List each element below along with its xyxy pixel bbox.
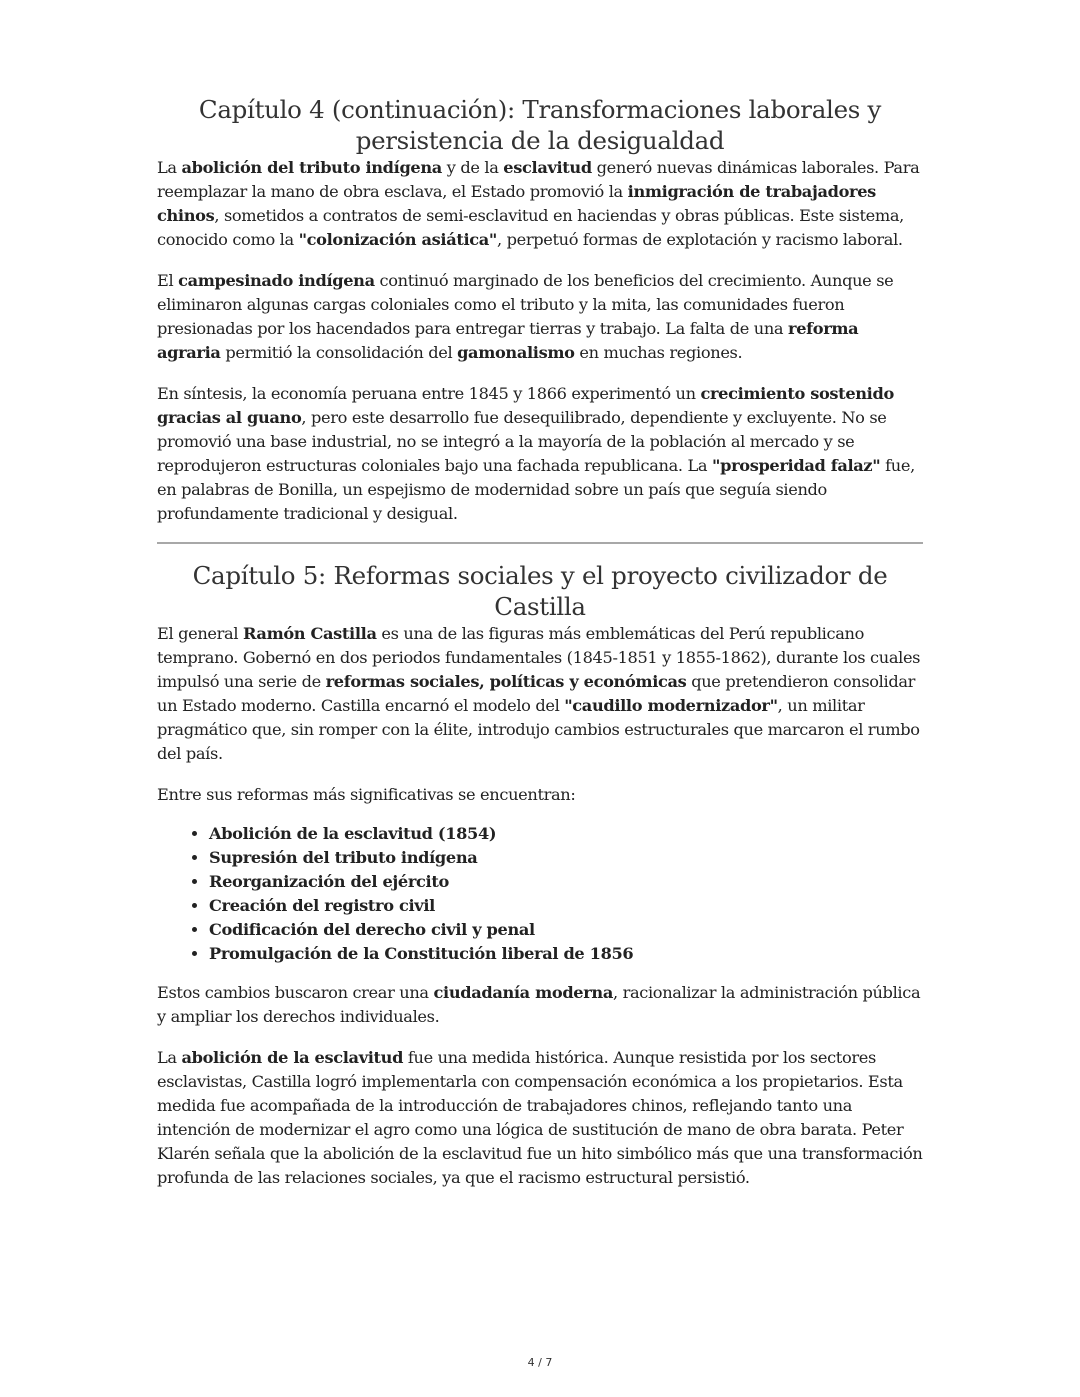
chapter-5-title <box>157 560 923 622</box>
text: El general <box>157 624 243 643</box>
chapter-4-paragraph-1 <box>157 156 923 252</box>
list-item: • Creación del registro civil <box>209 894 923 918</box>
chapter-5-paragraph-2: Entre sus reformas más significativas se encuentran: <box>157 785 576 804</box>
text: , pero este desarrollo fue desequilibrado, dependiente y excluyente. No se promovió una base industrial, no se integró a la mayoría de la población al mercado y se reprodujeron estructuras coloniales bajo una fachada republicana. La <box>157 408 887 475</box>
chapter-5-paragraph-4 <box>157 1046 923 1190</box>
list-item: • Abolición de la esclavitud (1854) <box>209 822 923 846</box>
reforms-list <box>157 822 923 966</box>
chapter-4-paragraph-2 <box>157 269 923 365</box>
text: La <box>157 1048 182 1067</box>
document-page <box>157 94 923 1190</box>
bold-text: reforma agraria <box>157 319 859 362</box>
text: , perpetuó formas de explotación y racismo laboral. <box>497 230 903 249</box>
chapter-4-title <box>157 94 923 156</box>
text: que pretendieron consolidar un Estado moderno. Castilla encarnó el modelo del <box>157 672 916 715</box>
list-item: • Promulgación de la Constitución liberal de 1856 <box>209 942 923 966</box>
bold-text: reformas sociales, políticas y económicas <box>325 672 687 691</box>
text: , un militar pragmático que, sin romper con la élite, introdujo cambios estructurales que marcaron el rumbo del país. <box>157 696 920 763</box>
text: en muchas regiones. <box>574 343 743 362</box>
section-divider <box>157 542 923 544</box>
text: El <box>157 271 179 290</box>
chapter-5-paragraph-3 <box>157 981 923 1029</box>
text: continuó marginado de los beneficios del crecimiento. Aunque se eliminaron algunas cargas coloniales como el tributo y la mita, las comunidades fueron presionadas por los hacendados para entregar tierras y trabajo. La falta de una <box>157 271 894 338</box>
text: fue, en palabras de Bonilla, un espejismo de modernidad sobre un país que seguía siendo profundamente tradicional y desigual. <box>157 456 915 523</box>
list-item: • Codificación del derecho civil y penal <box>209 918 923 942</box>
text: permitió la consolidación del <box>220 343 458 362</box>
chapter-5-title-line2: Castilla <box>494 592 586 621</box>
bold-text: "colonización asiática" <box>298 230 497 249</box>
text: es una de las figuras más emblemáticas del Perú republicano temprano. Gobernó en dos periodos fundamentales (1845-1851 y 1855-1862), durante los cuales impulsó una serie de <box>157 624 921 691</box>
text: , sometidos a contratos de semi-esclavitud en haciendas y obras públicas. Este sistema, conocido como la <box>157 206 904 249</box>
list-item: • Supresión del tributo indígena <box>209 846 923 870</box>
chapter-5-paragraph-1 <box>157 622 923 766</box>
chapter-4-title-line1: Capítulo 4 (continuación): Transformaciones laborales y <box>198 95 882 124</box>
chapter-4-paragraph-3 <box>157 382 923 526</box>
bold-text: esclavitud <box>503 158 592 177</box>
text: La <box>157 158 182 177</box>
bold-text: crecimiento sostenido gracias al guano <box>157 384 894 427</box>
text: generó nuevas dinámicas laborales. Para reemplazar la mano de obra esclava, el Estado promovió la <box>157 158 920 201</box>
chapter-5-title-line1: Capítulo 5: Reformas sociales y el proyecto civilizador de <box>192 561 888 590</box>
bold-text: inmigración de trabajadores chinos <box>157 182 876 225</box>
bold-text: ciudadanía moderna <box>433 983 613 1002</box>
chapter-4-title-line2: persistencia de la desigualdad <box>355 126 725 155</box>
page-number: 4 / 7 <box>527 1356 553 1369</box>
text: fue una medida histórica. Aunque resistida por los sectores esclavistas, Castilla logró implementarla con compensación económica a los propietarios. Esta medida fue acompañada de la introducción de trabajadores chinos, reflejando tanto una intención de modernizar el agro como una lógica de sustitución de mano de obra barata. Peter Klarén señala que la abolición de la esclavitud fue un hito simbólico más que una transformación profunda de las relaciones sociales, ya que el racismo estructural persistió. <box>157 1048 923 1187</box>
bold-text: abolición del tributo indígena <box>181 158 442 177</box>
bold-text: campesinado indígena <box>178 271 375 290</box>
bold-text: abolición de la esclavitud <box>181 1048 404 1067</box>
text: En síntesis, la economía peruana entre 1845 y 1866 experimentó un <box>157 384 701 403</box>
bold-text: "prosperidad falaz" <box>712 456 881 475</box>
bold-text: Ramón Castilla <box>242 624 377 643</box>
bold-text: "caudillo modernizador" <box>564 696 778 715</box>
text: Estos cambios buscaron crear una <box>157 983 434 1002</box>
bold-text: gamonalismo <box>457 343 575 362</box>
text: y de la <box>441 158 504 177</box>
text: , racionalizar la administración pública y ampliar los derechos individuales. <box>157 983 921 1026</box>
list-item: • Reorganización del ejército <box>209 870 923 894</box>
